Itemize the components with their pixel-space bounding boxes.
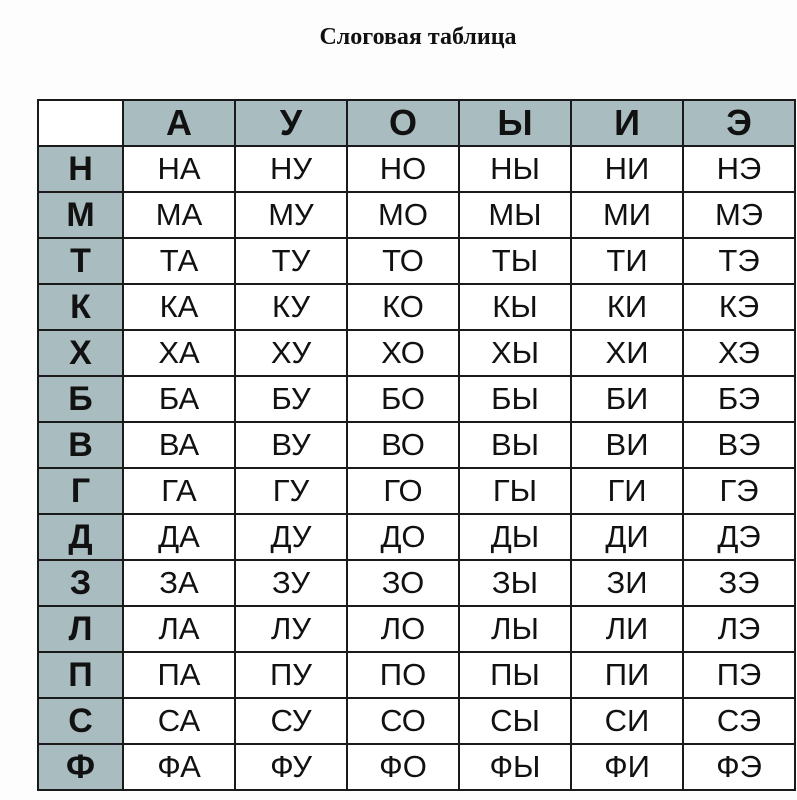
syllable-cell: БУ [235, 376, 347, 422]
syllable-cell: ПО [347, 652, 459, 698]
syllable-cell: НЫ [459, 146, 571, 192]
syllable-cell: СЫ [459, 698, 571, 744]
syllable-cell: КА [123, 284, 235, 330]
syllable-cell: ВУ [235, 422, 347, 468]
table-row [38, 330, 795, 376]
table-row [38, 376, 795, 422]
table-row [38, 514, 795, 560]
consonant-header: Ф [38, 744, 123, 790]
syllable-cell: НО [347, 146, 459, 192]
syllable-cell: ЛЭ [683, 606, 795, 652]
vowel-header: У [235, 100, 347, 146]
syllable-cell: ЗА [123, 560, 235, 606]
syllable-cell: МА [123, 192, 235, 238]
syllable-cell: ЗЭ [683, 560, 795, 606]
syllable-cell: ХИ [571, 330, 683, 376]
syllable-cell: МО [347, 192, 459, 238]
syllable-cell: ВЭ [683, 422, 795, 468]
syllable-cell: ЗО [347, 560, 459, 606]
vowel-header: И [571, 100, 683, 146]
syllable-cell: СИ [571, 698, 683, 744]
syllable-cell: ЗИ [571, 560, 683, 606]
syllable-cell: ГО [347, 468, 459, 514]
vowel-header: А [123, 100, 235, 146]
syllable-cell: БА [123, 376, 235, 422]
syllable-cell: ГА [123, 468, 235, 514]
table-row [38, 744, 795, 790]
consonant-header: З [38, 560, 123, 606]
syllable-cell: ЗЫ [459, 560, 571, 606]
syllable-cell: ЗУ [235, 560, 347, 606]
syllable-cell: НУ [235, 146, 347, 192]
vowel-header: Ы [459, 100, 571, 146]
consonant-header: М [38, 192, 123, 238]
syllable-cell: ХЭ [683, 330, 795, 376]
syllable-cell: ТА [123, 238, 235, 284]
syllable-cell: ПЫ [459, 652, 571, 698]
syllable-table [37, 99, 796, 791]
syllable-cell: СА [123, 698, 235, 744]
syllable-cell: МИ [571, 192, 683, 238]
syllable-cell: КЫ [459, 284, 571, 330]
corner-cell [38, 100, 123, 146]
syllable-cell: БЫ [459, 376, 571, 422]
consonant-header: Н [38, 146, 123, 192]
syllable-cell: ГУ [235, 468, 347, 514]
table-row [38, 560, 795, 606]
syllable-cell: ХО [347, 330, 459, 376]
syllable-cell: МЭ [683, 192, 795, 238]
syllable-cell: ТЭ [683, 238, 795, 284]
syllable-cell: ВА [123, 422, 235, 468]
syllable-cell: КИ [571, 284, 683, 330]
syllable-cell: ЛУ [235, 606, 347, 652]
vowel-header: Э [683, 100, 795, 146]
syllable-cell: СЭ [683, 698, 795, 744]
syllable-cell: ПЭ [683, 652, 795, 698]
syllable-cell: ДЫ [459, 514, 571, 560]
table-row [38, 422, 795, 468]
syllable-cell: ДЭ [683, 514, 795, 560]
syllable-cell: ВИ [571, 422, 683, 468]
syllable-cell: СО [347, 698, 459, 744]
syllable-cell: ГЭ [683, 468, 795, 514]
syllable-cell: МУ [235, 192, 347, 238]
syllable-cell: ХЫ [459, 330, 571, 376]
syllable-cell: КУ [235, 284, 347, 330]
syllable-cell: ВЫ [459, 422, 571, 468]
syllable-cell: ТЫ [459, 238, 571, 284]
syllable-cell: ПУ [235, 652, 347, 698]
syllable-cell: ЛО [347, 606, 459, 652]
syllable-cell: ХА [123, 330, 235, 376]
consonant-header: Д [38, 514, 123, 560]
consonant-header: С [38, 698, 123, 744]
syllable-cell: ФА [123, 744, 235, 790]
table-row [38, 146, 795, 192]
syllable-cell: НИ [571, 146, 683, 192]
syllable-cell: ГИ [571, 468, 683, 514]
consonant-header: В [38, 422, 123, 468]
syllable-cell: НЭ [683, 146, 795, 192]
syllable-cell: ГЫ [459, 468, 571, 514]
syllable-cell: КО [347, 284, 459, 330]
consonant-header: Г [38, 468, 123, 514]
consonant-header: Б [38, 376, 123, 422]
table-row [38, 652, 795, 698]
page-title: Слоговая таблица [319, 24, 517, 50]
syllable-cell: ФУ [235, 744, 347, 790]
syllable-cell: ТО [347, 238, 459, 284]
syllable-cell: ЛИ [571, 606, 683, 652]
table-row [38, 284, 795, 330]
table-row [38, 698, 795, 744]
table-row [38, 606, 795, 652]
table-row [38, 468, 795, 514]
syllable-cell: ДО [347, 514, 459, 560]
consonant-header: П [38, 652, 123, 698]
syllable-cell: ВО [347, 422, 459, 468]
syllable-cell: БО [347, 376, 459, 422]
syllable-cell: ЛЫ [459, 606, 571, 652]
consonant-header: Т [38, 238, 123, 284]
syllable-cell: ХУ [235, 330, 347, 376]
table-row [38, 238, 795, 284]
syllable-cell: ДУ [235, 514, 347, 560]
syllable-cell: ТУ [235, 238, 347, 284]
syllable-cell: КЭ [683, 284, 795, 330]
table-row [38, 192, 795, 238]
syllable-cell: ПИ [571, 652, 683, 698]
syllable-cell: СУ [235, 698, 347, 744]
syllable-cell: ДА [123, 514, 235, 560]
consonant-header: Л [38, 606, 123, 652]
consonant-header: К [38, 284, 123, 330]
syllable-cell: БИ [571, 376, 683, 422]
syllable-cell: ЛА [123, 606, 235, 652]
syllable-cell: ПА [123, 652, 235, 698]
syllable-cell: МЫ [459, 192, 571, 238]
syllable-rows [38, 146, 795, 790]
syllable-cell: БЭ [683, 376, 795, 422]
syllable-cell: ФИ [571, 744, 683, 790]
vowel-header: О [347, 100, 459, 146]
syllable-cell: ФО [347, 744, 459, 790]
consonant-header: Х [38, 330, 123, 376]
syllable-cell: ФЭ [683, 744, 795, 790]
syllable-cell: ТИ [571, 238, 683, 284]
syllable-cell: НА [123, 146, 235, 192]
vowel-header-row [38, 100, 795, 146]
syllable-cell: ДИ [571, 514, 683, 560]
syllable-cell: ФЫ [459, 744, 571, 790]
